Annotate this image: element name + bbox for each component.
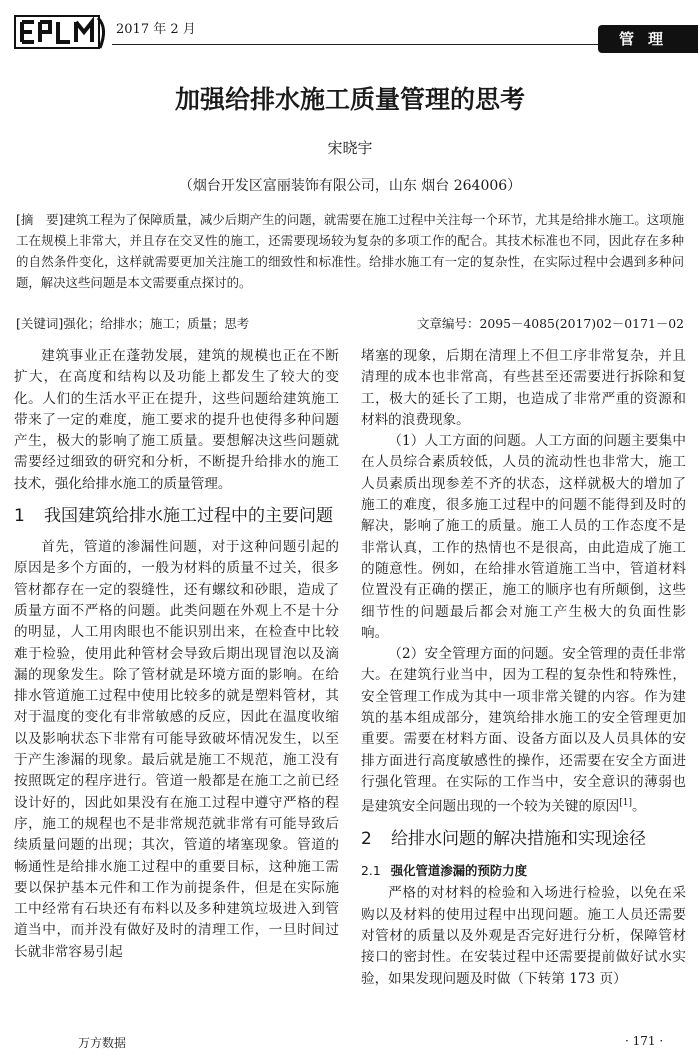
left-column bbox=[14, 346, 339, 963]
header-rule bbox=[112, 44, 612, 45]
article-author: 宋晓宇 bbox=[327, 139, 373, 157]
paragraph: 严格的对材料的检验和入场进行检验，以免在采购以及材料的使用过程中出现问题。施工人员还需要对管材的质量以及外观是否完好进行分析，保障管材接口的密封性。在安装过程中还需要提前做好试水实验，如果发现问题及时做（下转第 173 页） bbox=[361, 885, 686, 987]
paragraph: 堵塞的现象，后期在清理上不但工序非常复杂，并且清理的成本也非常高，有些甚至还需要进行拆除和复工，极大的延长了工期，也造成了非常严重的资源和材料的浪费现象。 bbox=[361, 348, 686, 428]
abstract-text: 建筑工程为了保障质量，减少后期产生的问题，就需要在施工过程中关注每一个环节，尤其是给排水施工。这项施工在规模上非常大，并且存在交叉性的施工，还需要现场较为复杂的多项工作的配合。其技术标准也不同，因此存在多种的自然条件变化，这样就需要更加关注施工的细致性和标准性。给排水施工有一定的复杂性，在实际过程中会遇到多种问题，解决这些问题是本文需要重点探讨的。 bbox=[16, 212, 684, 290]
paragraph bbox=[361, 644, 686, 818]
right-column bbox=[361, 346, 686, 990]
page-number: · 171 · bbox=[625, 1034, 664, 1048]
keywords-line bbox=[16, 314, 684, 334]
section-heading-2 bbox=[361, 826, 686, 852]
section-tag: 管理 bbox=[598, 25, 698, 53]
section-heading-1 bbox=[14, 503, 339, 529]
paragraph: 建筑事业正在蓬勃发展，建筑的规模也正在不断扩大，在高度和结构以及功能上都发生了较大的变化。人们的生活水平正在提升，这些问题给建筑施工带来了一定的难度，施工要求的提升也使得多种问题产生，极大的影响了施工质量。要想解决这些问题就需要经过细致的研究和分析，不断提升给排水的施工技术，强化给排水施工的质量管理。 bbox=[14, 348, 339, 492]
publisher-mark: 万方数据 bbox=[78, 1036, 127, 1050]
article-number-label: 文章编号： bbox=[416, 316, 480, 331]
section-title: 给排水问题的解决措施和实现途径 bbox=[391, 829, 646, 850]
article-number-value: 2095－4085(2017)02－0171－02 bbox=[479, 316, 684, 331]
page-header bbox=[0, 0, 700, 62]
paragraph: （1）人工方面的问题。人工方面的问题主要集中在人员综合素质较低，人员的流动性也非常大，施工人员素质出现参差不齐的状态，这样就极大的增加了施工的难度，很多施工过程中的问题不能得到及时的解决，影响了施工的质量。施工人员的工作态度不是非常认真，工作的热情也不是很高，由此造成了施工的随意性。例如，在给排水管道施工当中，管道材料位置没有正确的摆正，施工的顺序也有所颠倒，这些细节性的问题最后都会对施工产生极大的负面性影响。 bbox=[361, 433, 686, 641]
paragraph-end: 。 bbox=[632, 798, 646, 815]
section-number: 2 bbox=[361, 829, 372, 850]
paragraph: 首先，管道的渗漏性问题，对于这种问题引起的原因是多个方面的，一般为材料的质量不过关，很多管材都存在一定的裂缝性，还有螺纹和砂眼，造成了质量方面不严格的问题。此类问题在外观上不是十分的明显，人工用肉眼也不能识别出来，在检查中比较难于检验，使用此种管材会导致后期出现冒泡以及滴漏的现象发生。除了管材就是环境方面的影响。在给排水管道施工过程中使用比较多的就是塑料管材，其对于温度的变化有非常敏感的反应，因此在温度收缩以及影响状态下非常有可能导致破坏情况发生，以至于产生渗漏的现象。最后就是施工不规范，施工没有按照既定的程序进行。管道一般都是在施工之前已经设计好的，因此如果没有在施工过程中遵守严格的程序，施工的规程也不是非常规范就非常有可能导致后续质量问题的出现；其次，管道的堵塞现象。管道的畅通性是给排水施工过程中的重要目标，这种施工需要以保护基本元件和工作为前提条件，但是在实际施工中经常有石块还有布料以及多种建筑垃圾进入到管道当中，而并没有做好及时的清理工作，一旦时间过长就非常容易引起 bbox=[14, 539, 339, 960]
citation-ref: [1] bbox=[619, 798, 633, 809]
journal-logo bbox=[14, 12, 112, 52]
article-title: 加强给排水施工质量管理的思考 bbox=[174, 85, 525, 114]
abstract bbox=[16, 209, 684, 293]
section-number: 1 bbox=[14, 506, 25, 527]
issue-date: 2017 年 2 月 bbox=[116, 22, 196, 37]
subsection-title: 强化管道渗漏的预防力度 bbox=[390, 863, 528, 879]
subsection-heading bbox=[361, 860, 686, 881]
section-title: 我国建筑给排水施工过程中的主要问题 bbox=[44, 506, 333, 527]
subsection-number: 2.1 bbox=[361, 863, 381, 879]
abstract-label: [摘 要] bbox=[16, 212, 64, 227]
article-affiliation: （烟台开发区富丽装饰有限公司，山东 烟台 264006） bbox=[178, 178, 522, 194]
article-number bbox=[417, 314, 684, 332]
paragraph-text: （2）安全管理方面的问题。安全管理的责任非常大。在建筑行业当中，因为工程的复杂性和特殊性，安全管理工作成为其中一项非常关键的内容。作为建筑的基本组成部分，建筑给排水施工的安全管理更加重要。需要在材料方面、设备方面以及人员具体的安排方面进行高度敏感性的操作，还需要在安全方面进行强化管理。在实际的工作当中，安全意识的薄弱也是建筑安全问题出现的一个较为关键的原因 bbox=[361, 646, 686, 815]
keywords-label: [关键词] bbox=[16, 316, 64, 331]
keywords-text: 强化；给排水；施工；质量；思考 bbox=[63, 316, 250, 331]
